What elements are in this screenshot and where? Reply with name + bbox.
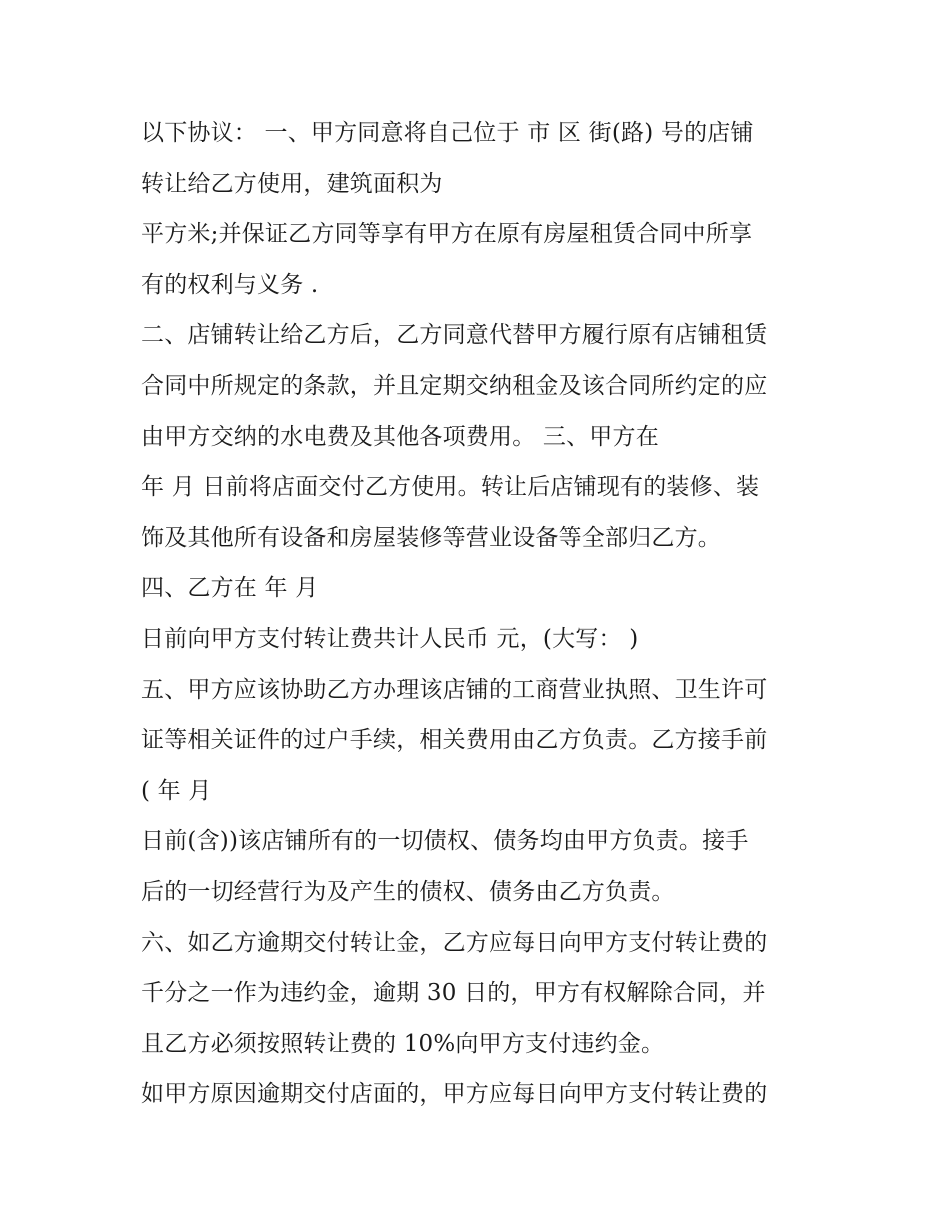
text-line: 由甲方交纳的水电费及其他各项费用。 三、甲方在 [141, 423, 659, 450]
text-line: 年 月 日前将店面交付乙方使用。转让后店铺现有的装修、装 [141, 474, 760, 501]
text-line: 后的一切经营行为及产生的债权、债务由乙方负责。 [141, 878, 675, 905]
text-line: 六、如乙方逾期交付转让金，乙方应每日向甲方支付转让费的 [141, 929, 768, 956]
text-line: 以下协议： 一、甲方同意将自己位于 市 区 街(路) 号的店铺 [141, 120, 754, 146]
text-line: 平方米;并保证乙方同等享有甲方在原有房屋租赁合同中所享 [141, 221, 753, 248]
contract-text [141, 108, 831, 1120]
text-line: 转让给乙方使用，建筑面积为 [141, 170, 443, 197]
text-line: ( 年 月 [141, 777, 212, 804]
text-line: 如甲方原因逾期交付店面的，甲方应每日向甲方支付转让费的 [141, 1081, 768, 1108]
text-line: 日前(含))该店铺所有的一切债权、债务均由甲方负责。接手 [141, 828, 749, 855]
text-line: 有的权利与义务 . [141, 271, 319, 298]
text-line: 证等相关证件的过户手续，相关费用由乙方负责。乙方接手前 [141, 727, 768, 754]
text-line: 千分之一作为违约金，逾期 30 日的，甲方有权解除合同，并 [141, 980, 766, 1007]
text-line: 日前向甲方支付转让费共计人民币 元，(大写： ) [141, 625, 639, 652]
text-line: 且乙方必须按照转让费的 10%向甲方支付违约金。 [141, 1030, 665, 1057]
text-line: 四、乙方在 年 月 [141, 575, 319, 602]
text-line: 二、店铺转让给乙方后，乙方同意代替甲方履行原有店铺租赁 [141, 322, 768, 349]
text-line: 饰及其他所有设备和房屋装修等营业设备等全部归乙方。 [141, 524, 721, 551]
text-line: 五、甲方应该协助乙方办理该店铺的工商营业执照、卫生许可 [141, 676, 768, 703]
text-line: 合同中所规定的条款，并且定期交纳租金及该合同所约定的应 [141, 372, 768, 399]
